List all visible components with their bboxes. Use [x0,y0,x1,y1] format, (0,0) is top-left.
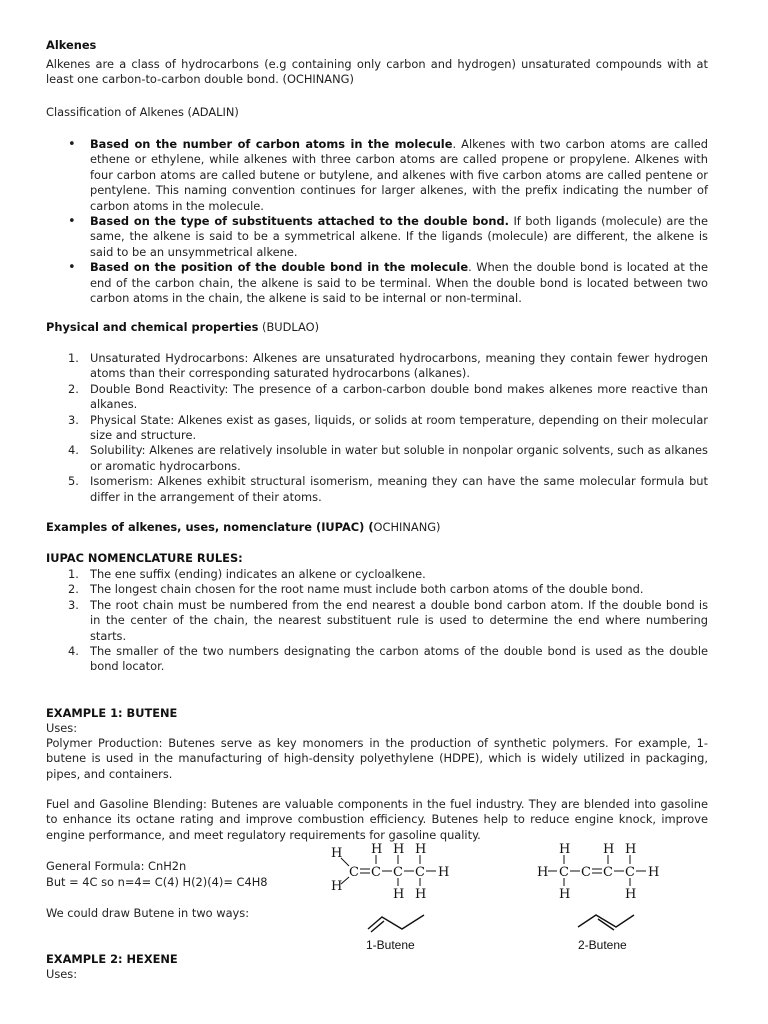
atom-c: C [581,865,591,880]
title-bold: Physical and chemical properties [46,320,259,334]
classification-list [46,137,708,306]
atom-h: H [331,846,343,861]
item-number: 4. [68,644,79,659]
item-number: 2. [68,381,79,396]
item-number: 4. [68,443,79,458]
properties-list [46,351,708,505]
atom-h: H [415,887,427,900]
classification-title: Classification of Alkenes (ADALIN) [46,105,239,119]
general-formula: General Formula: CnH2n [46,859,187,873]
atom-h: H [415,842,427,857]
list-item [46,137,708,214]
atom-h: H [371,842,383,857]
item-number: 1. [68,567,79,581]
item-number: 3. [68,597,79,612]
list-item [46,582,708,597]
atom-h: H [603,842,615,857]
item-text: Unsaturated Hydrocarbons: Alkenes are unsaturated hydrocarbons, meaning they contain fewer hydrogen atoms than their corresponding saturated hydrocarbons (alkanes). [90,351,708,381]
list-item [46,351,708,382]
atom-c: C [393,865,403,880]
list-item [46,413,708,444]
list-item [46,598,708,644]
atom-h: H [331,879,343,894]
atom-h: H [537,865,549,880]
2-butene-label: 2-Butene [578,938,627,952]
title-rest: (BUDLAO) [258,320,320,334]
atom-h: H [438,865,450,880]
list-item [46,214,708,260]
1-butene-structural-formula [325,840,475,900]
example1-para1: Polymer Production: Butenes serve as key monomers in the production of synthetic polymers. For example, 1-butene is used in the manufacturing of high-density polyethylene (HDPE), which is widely utilized in packaging, pipes, and containers. [46,736,708,781]
item-text: The ene suffix (ending) indicates an alkene or cycloalkene. [90,567,426,581]
list-item [46,644,708,675]
atom-h: H [393,842,405,857]
heading-alkenes: Alkenes [46,38,97,52]
heading-bold: Examples of alkenes, uses, nomenclature (IUPAC) ( [46,520,374,534]
item-text: The smaller of the two numbers designating the carbon atoms of the double bond is used as the double bond locator. [90,644,708,674]
list-item [46,382,708,413]
iupac-list [46,567,708,675]
properties-title [46,320,708,335]
bond [341,858,349,866]
atom-h: H [559,887,571,900]
item-text: Isomerism: Alkenes exhibit structural isomerism, meaning they can have the same molecular formula but differ in the arrangement of their atoms. [90,474,708,504]
atom-c: C [603,865,613,880]
item-text: The longest chain chosen for the root name must include both carbon atoms of the double bond. [90,582,644,597]
example1-title: EXAMPLE 1: BUTENE [46,706,178,720]
2-butene-skeletal [572,905,652,935]
atom-c: C [415,865,425,880]
list-item [46,260,708,306]
item-bold: Based on the number of carbon atoms in the molecule [90,137,453,151]
atom-h: H [625,842,637,857]
atom-c: C [371,865,381,880]
item-text: Double Bond Reactivity: The presence of a carbon-carbon double bond makes alkenes more reactive than alkanes. [90,381,708,412]
butene-formula: But = 4C so n=4= C(4) H(2)(4)= C4H8 [46,875,268,889]
double-bond [371,921,384,932]
item-number: 2. [68,582,79,597]
item-text: Physical State: Alkenes exist as gases, liquids, or solids at room temperature, depending on their molecular size and structure. [90,412,708,443]
item-number: 1. [68,351,79,365]
atom-h: H [625,887,637,900]
item-text: . When the double bond is located at the end of the carbon chain, the alkene is said to be terminal. When the double bond is located between two carbon atoms in the chain, the alkene is said to be internal or non-terminal. [90,260,708,306]
draw-text: We could draw Butene in two ways: [46,906,250,920]
atom-c: C [349,865,359,880]
list-item [46,474,708,505]
atom-h: H [648,865,660,880]
atom-h: H [393,887,405,900]
examples-heading [46,520,708,535]
list-item [46,443,708,474]
2-butene-structural-formula [535,840,685,900]
item-number: 5. [68,474,79,489]
list-item [46,567,708,582]
intro-paragraph: Alkenes are a class of hydrocarbons (e.g containing only carbon and hydrogen) unsaturated compounds with at least one carbon-to-carbon double bond. (OCHINANG) [46,57,708,87]
item-bold: Based on the position of the double bond in the molecule [90,260,469,275]
item-number: 3. [68,412,79,427]
heading-rest: OCHINANG) [373,520,441,534]
example2-title: EXAMPLE 2: HEXENE [46,952,178,966]
1-butene-label: 1-Butene [366,938,415,952]
example1-para2: Fuel and Gasoline Blending: Butenes are valuable components in the fuel industry. They are blended into gasoline to enhance its octane rating and improve combustion efficiency. Butenes help to reduce engine knock, improve engine performance, and meet regulatory requirements for gasoline quality. [46,797,708,842]
item-bold: Based on the type of substituents attached to the double bond. [90,214,509,229]
atom-h: H [559,842,571,857]
example2-uses: Uses: [46,967,78,981]
item-text: If both ligands (molecule) are the same, the alkene is said to be a symmetrical alkene. If the ligands (molecule) are different, the alkene is said to be an unsymmetrical alkene. [90,214,708,259]
example1-uses: Uses: [46,721,78,735]
atom-c: C [625,865,635,880]
1-butene-skeletal [360,905,440,935]
item-text: The root chain must be numbered from the end nearest a double bond carbon atom. If the double bond is in the center of the chain, the nearest substituent rule is used to determine the end where numbering starts. [90,597,708,643]
atom-c: C [559,865,569,880]
item-text: Solubility: Alkenes are relatively insoluble in water but soluble in nonpolar organic solvents, such as alkanes or aromatic hydrocarbons. [90,443,708,473]
item-text: . Alkenes with two carbon atoms are called ethene or ethylene, while alkenes with three carbon atoms are called propene or propylene. Alkenes with four carbon atoms are called butene or butylene, and alkenes with five carbon atoms are called pentene or pentylene. This naming convention continues for larger alkenes, with the prefix indicating the number of carbon atoms in the molecule. [90,137,708,213]
iupac-title: IUPAC NOMENCLATURE RULES: [46,551,243,565]
